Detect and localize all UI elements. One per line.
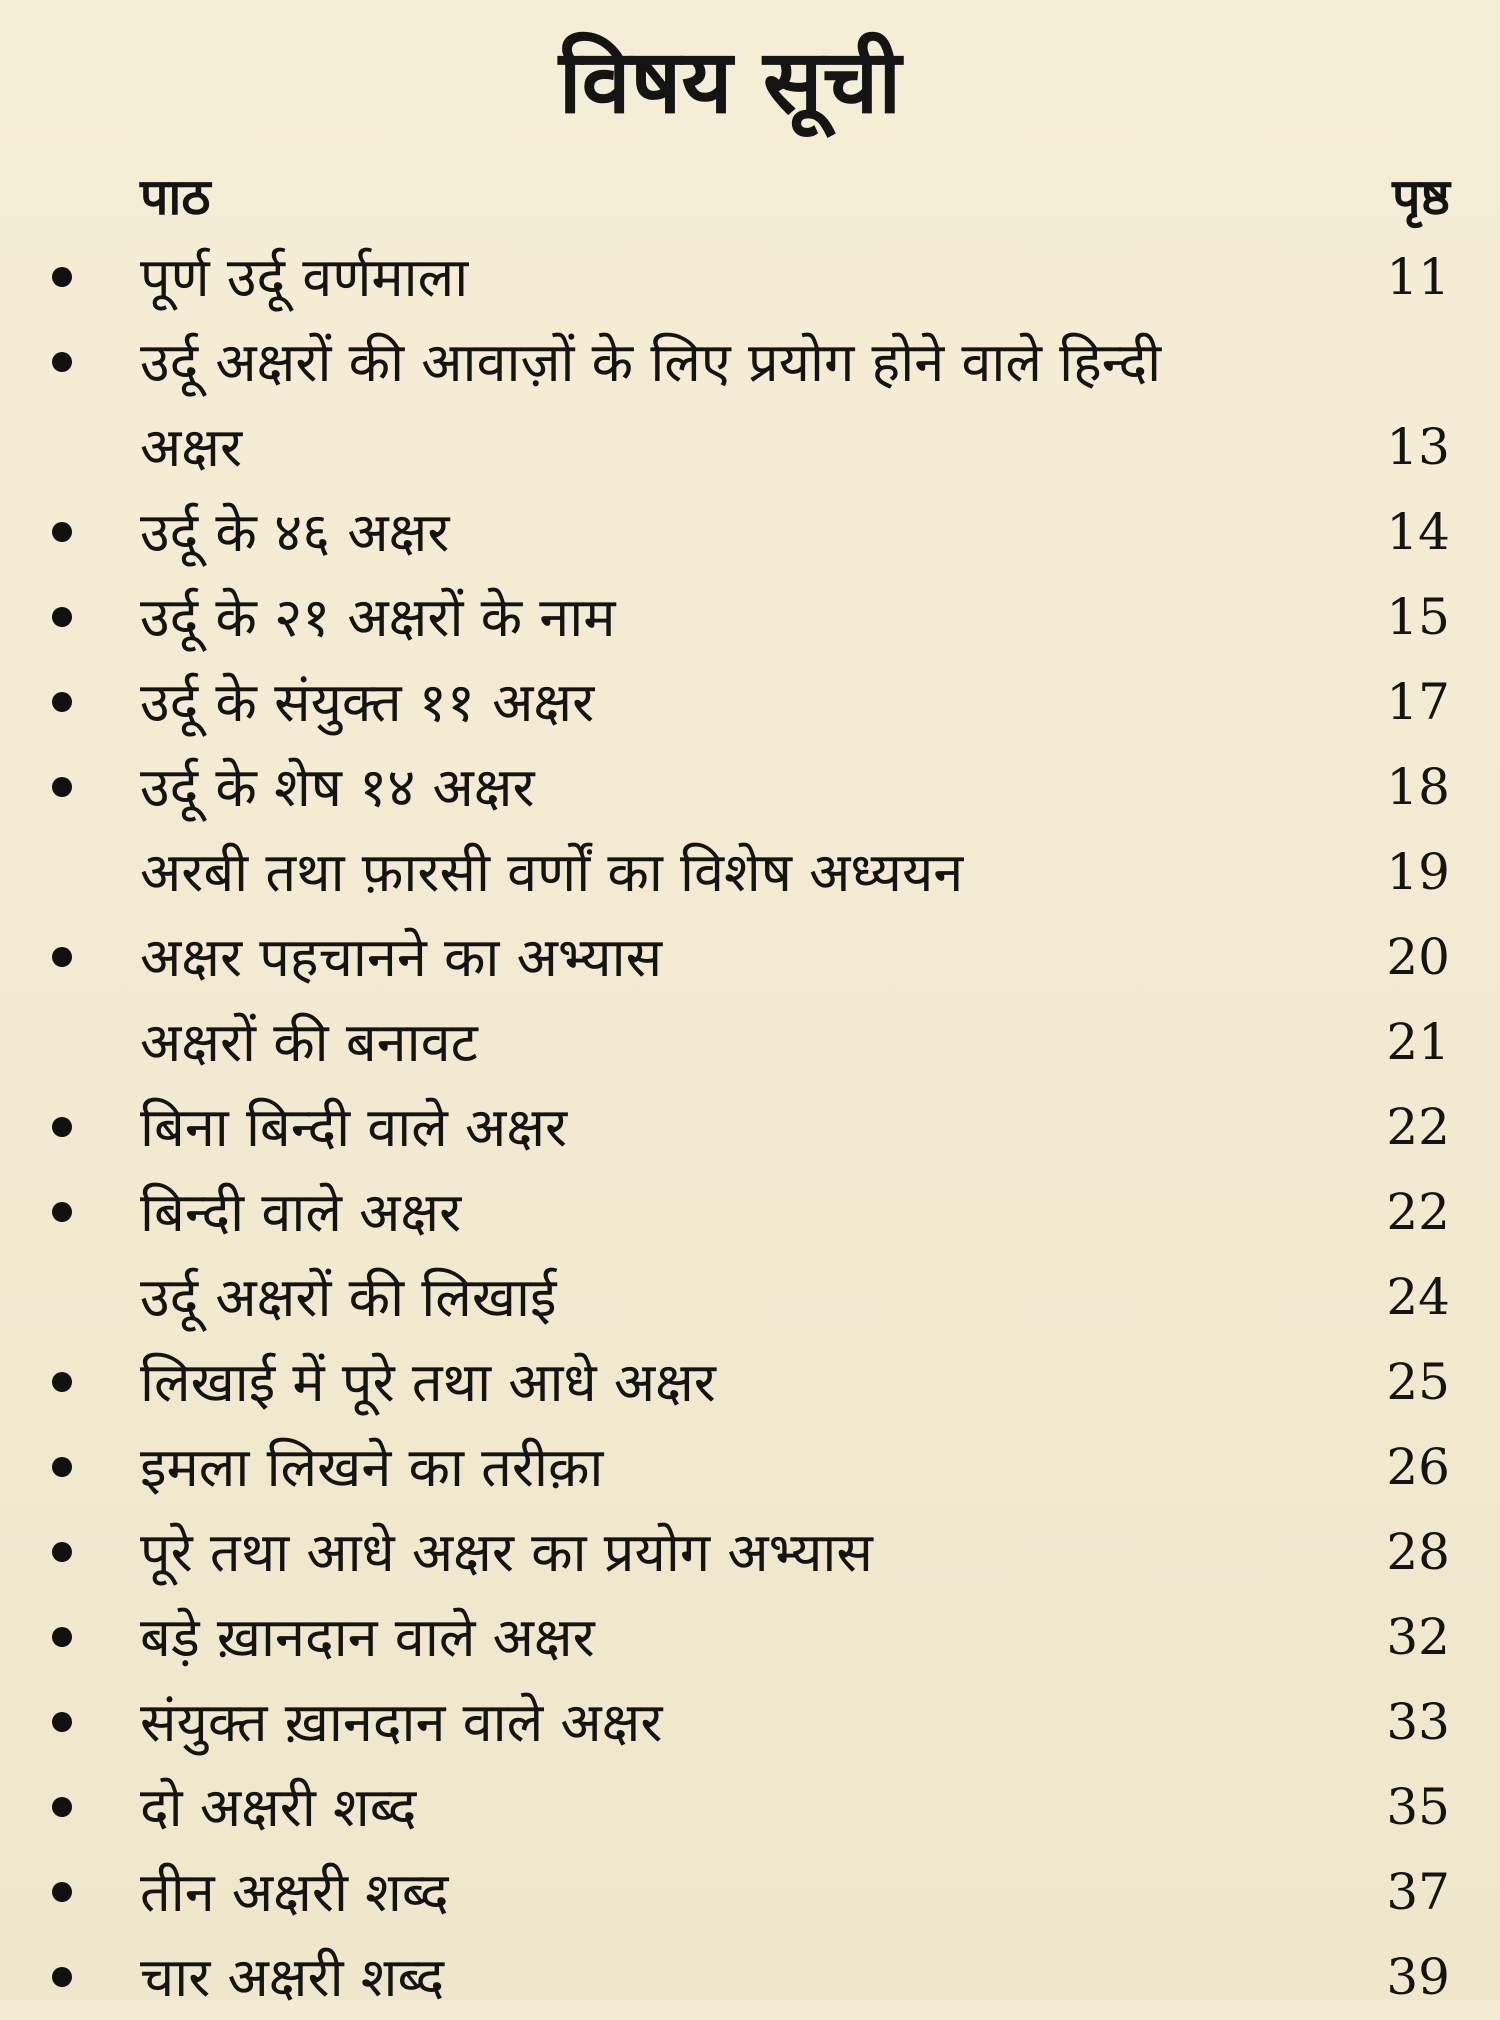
toc-entry-page-number: 33 <box>1386 1693 1450 1751</box>
bullet-icon <box>52 1627 72 1647</box>
bullet-icon <box>52 267 72 287</box>
toc-entry <box>0 1340 1500 1425</box>
toc-entry-title: तीन अक्षरी शब्द <box>140 1861 449 1924</box>
toc-entry <box>0 1765 1500 1850</box>
toc-entry <box>0 1000 1500 1085</box>
toc-entry-title: अक्षरों की बनावट <box>140 1011 478 1074</box>
toc-entry <box>0 745 1500 830</box>
toc-entry <box>0 660 1500 745</box>
page-column-header: पृष्ठ <box>1392 168 1450 226</box>
toc-entry-page-number: 19 <box>1386 843 1450 901</box>
toc-entry-page-number: 21 <box>1386 1013 1450 1071</box>
toc-entry-page-number: 17 <box>1386 673 1450 731</box>
toc-entry <box>0 235 1500 320</box>
toc-entry <box>0 1255 1500 1340</box>
toc-entry-title: उर्दू के २१ अक्षरों के नाम <box>140 586 616 649</box>
toc-entry-title: बिना बिन्दी वाले अक्षर <box>140 1096 568 1159</box>
toc-entry-page-number: 15 <box>1386 588 1450 646</box>
lesson-column-header: पाठ <box>140 168 211 226</box>
bullet-icon <box>52 1712 72 1732</box>
bullet-icon <box>52 1882 72 1902</box>
toc-entry-title: उर्दू के शेष १४ अक्षर <box>140 756 535 819</box>
toc-entry <box>0 1680 1500 1765</box>
toc-entry-title: लिखाई में पूरे तथा आधे अक्षर <box>140 1351 716 1414</box>
toc-entry <box>0 575 1500 660</box>
toc-entry <box>0 830 1500 915</box>
toc-entry-title: पूरे तथा आधे अक्षर का प्रयोग अभ्यास <box>140 1521 873 1584</box>
toc-entry-title: पूर्ण उर्दू वर्णमाला <box>140 246 469 309</box>
toc-entry <box>0 1425 1500 1510</box>
toc-entry-page-number: 37 <box>1386 1863 1450 1921</box>
table-of-contents <box>0 235 1500 2020</box>
bullet-icon <box>52 1117 72 1137</box>
bullet-icon <box>52 777 72 797</box>
toc-entry-title: उर्दू के ४६ अक्षर <box>140 501 450 564</box>
toc-entry <box>0 1510 1500 1595</box>
toc-entry-title: संयुक्त ख़ानदान वाले अक्षर <box>140 1691 663 1754</box>
bullet-icon <box>52 607 72 627</box>
toc-entry-page-number: 26 <box>1386 1438 1450 1496</box>
toc-entry-page-number: 11 <box>1386 248 1450 306</box>
toc-entry-page-number: 24 <box>1386 1268 1450 1326</box>
toc-entry-page-number: 22 <box>1386 1183 1450 1241</box>
bullet-icon <box>52 1967 72 1987</box>
toc-entry <box>0 1170 1500 1255</box>
bullet-icon <box>52 1372 72 1392</box>
bullet-icon <box>52 1542 72 1562</box>
toc-entry-title: दो अक्षरी शब्द <box>140 1776 417 1839</box>
bullet-icon <box>52 692 72 712</box>
toc-entry-page-number: 28 <box>1386 1523 1450 1581</box>
toc-entry-title: उर्दू अक्षरों की लिखाई <box>140 1266 557 1329</box>
bullet-icon <box>52 947 72 967</box>
toc-entry-title: उर्दू के संयुक्त ११ अक्षर <box>140 671 595 734</box>
toc-entry-title: अक्षर पहचानने का अभ्यास <box>140 926 663 989</box>
toc-entry-title: बड़े ख़ानदान वाले अक्षर <box>140 1606 595 1669</box>
toc-entry <box>0 1595 1500 1680</box>
toc-entry-page-number: 20 <box>1386 928 1450 986</box>
page-title: विषय सूची <box>558 30 902 133</box>
toc-entry-page-number: 22 <box>1386 1098 1450 1156</box>
toc-entry-page-number: 39 <box>1386 1948 1450 2006</box>
toc-entry <box>0 1935 1500 2020</box>
toc-entry-title: उर्दू अक्षरों की आवाज़ों के लिए प्रयोग होने वाले हिन्दी अक्षर <box>140 331 1162 479</box>
toc-entry-page-number: 35 <box>1386 1778 1450 1836</box>
toc-entry-page-number: 18 <box>1386 758 1450 816</box>
bullet-icon <box>52 352 72 372</box>
toc-entry <box>0 490 1500 575</box>
toc-entry <box>0 320 1500 490</box>
toc-entry-title: इमला लिखने का तरीक़ा <box>140 1436 604 1499</box>
toc-entry-title: अरबी तथा फ़ारसी वर्णों का विशेष अध्ययन <box>140 841 964 904</box>
toc-entry <box>0 1085 1500 1170</box>
toc-entry-page-number: 32 <box>1386 1608 1450 1666</box>
bullet-icon <box>52 1457 72 1477</box>
toc-entry-title: बिन्दी वाले अक्षर <box>140 1181 462 1244</box>
toc-entry <box>0 915 1500 1000</box>
toc-entry <box>0 1850 1500 1935</box>
toc-entry-page-number: 14 <box>1386 503 1450 561</box>
toc-entry-page-number: 13 <box>1386 418 1450 476</box>
bullet-icon <box>52 522 72 542</box>
bullet-icon <box>52 1202 72 1222</box>
toc-entry-page-number: 25 <box>1386 1353 1450 1411</box>
toc-entry-title: चार अक्षरी शब्द <box>140 1946 445 2009</box>
bullet-icon <box>52 1797 72 1817</box>
